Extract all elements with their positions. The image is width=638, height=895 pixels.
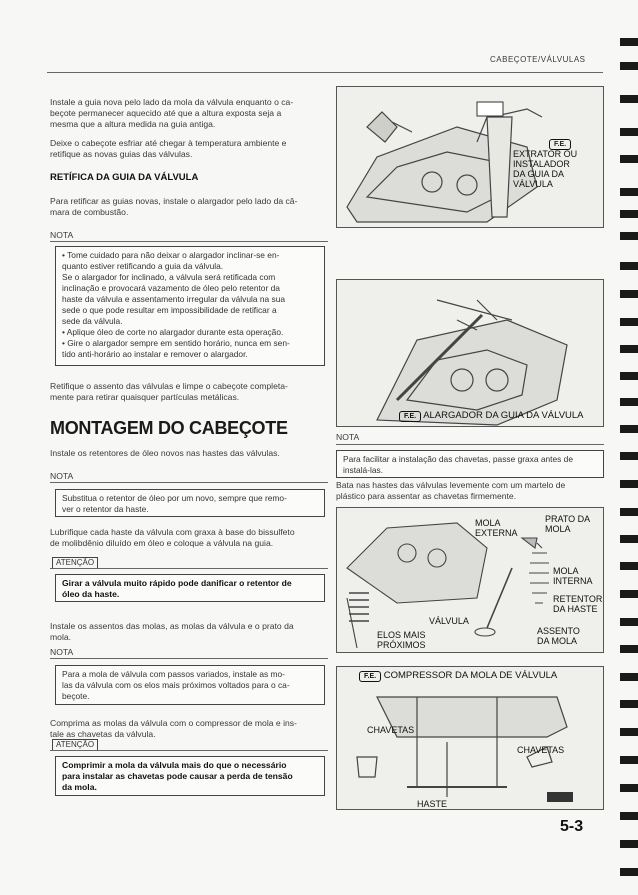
label-valvula: VÁLVULA (429, 616, 469, 626)
note-label-4: NOTA (336, 432, 360, 442)
label-chavetas-right: CHAVETAS (517, 745, 565, 755)
label-elos-proximos: ELOS MAIS PRÓXIMOS (377, 630, 426, 650)
figure-valve-springs (336, 507, 604, 653)
paragraph-ream: Para retificar as guias novas, instale o alargador pelo lado da câ- mara de combustão. (50, 196, 298, 217)
caution-label-1: ATENÇÃO (52, 557, 98, 569)
paragraph-tap-stems: Bata nas hastes das válvulas levemente com um martelo de plástico para assentar as chavetas firmemente. (336, 480, 566, 501)
note-label-3: NOTA (50, 647, 74, 657)
paragraph-cool-head: Deixe o cabeçote esfriar até chegar à temperatura ambiente e retifique as novas guias das válvulas. (50, 138, 287, 159)
label-mola-externa: MOLA EXTERNA (475, 518, 518, 538)
heading-montagem: MONTAGEM DO CABEÇOTE (50, 418, 288, 438)
note-box-3: Para a mola de válvula com passos variados, instale as mo- las da válvula com os elos mais próximos voltados para o ca- beçote. (55, 665, 325, 705)
figure-guide-installer (336, 86, 604, 228)
caution-box-2: Comprimir a mola da válvula mais do que o necessário para instalar as chavetas pode causar a perda de tensão da mola. (55, 756, 325, 796)
header-rule (47, 72, 603, 73)
label-alargador: F.E. ALARGADOR DA GUIA DA VÁLVULA (399, 411, 584, 422)
note-box-1: • Tome cuidado para não deixar o alargador inclinar-se en- quanto estiver retificando a guia da válvula. Se o alargador for inclinado, a válvula será retificada com inclinação e provocará vazamento de óleo pelo retentor da haste da válvula e assentamento irregular da válvula na sua sede o que pode resultar em impossibilidade de retificar a sede da válvula. • Aplique óleo de corte no alargador durante esta operação. • Gire o alargador sempre em sentido horário, nunca em sen- tido anti-horário ao instalar e remover o alargador. (55, 246, 325, 366)
paragraph-install-springs: Instale os assentos das molas, as molas da válvula e o prato da mola. (50, 621, 294, 642)
page-number: 5-3 (560, 818, 584, 835)
note-label-2: NOTA (50, 471, 74, 481)
paragraph-install-guide: Instale a guia nova pelo lado da mola da válvula enquanto o ca- beçote permanecer aquecido até que a altura exposta seja a mesma que a altura medida na guia antiga. (50, 97, 294, 129)
special-tool-tag-1: F.E. (549, 133, 571, 151)
figure-reamer (336, 279, 604, 427)
label-extrator: EXTRATOR OU INSTALADOR DA GUIA DA VÁLVULA (513, 149, 578, 189)
note-box-4: Para facilitar a instalação das chavetas, passe graxa antes de instalá-las. (336, 450, 604, 478)
label-haste: HASTE (417, 799, 448, 809)
caution-box-1: Girar a válvula muito rápido pode danificar o retentor de óleo da haste. (55, 574, 325, 602)
paragraph-lubricate: Lubrifique cada haste da válvula com graxa à base do bissulfeto de molibdênio diluído em óleo e coloque a válvula na guia. (50, 527, 295, 548)
paragraph-compress: Comprima as molas da válvula com o compressor de mola e ins- tale as chavetas da válvula. (50, 718, 297, 739)
paragraph-oil-seals: Instale os retentores de óleo novos nas hastes das válvulas. (50, 448, 280, 458)
compressor-illustration (337, 667, 604, 810)
special-tool-tag-4: F.E. (359, 671, 381, 682)
label-prato-mola: PRATO DA MOLA (545, 514, 590, 534)
special-tool-tag-2: F.E. (399, 411, 421, 422)
label-assento-mola: ASSENTO DA MOLA (537, 626, 580, 646)
label-retentor-haste: RETENTOR DA HASTE (553, 594, 603, 614)
figure-spring-compressor (336, 666, 604, 810)
label-compressor: F.E. COMPRESSOR DA MOLA DE VÁLVULA (359, 671, 557, 682)
paragraph-reface-seat: Retifique o assento das válvulas e limpe o cabeçote completa- mente para retirar quaisquer partículas metálicas. (50, 381, 288, 402)
heading-retifica: RETÍFICA DA GUIA DA VÁLVULA (50, 172, 199, 183)
reamer-illustration (337, 280, 604, 427)
label-mola-interna: MOLA INTERNA (553, 566, 593, 586)
label-chavetas-left: CHAVETAS (367, 725, 415, 735)
caution-label-2: ATENÇÃO (52, 739, 98, 751)
note-label-1: NOTA (50, 230, 74, 240)
note-box-2: Substitua o retentor de óleo por um novo, sempre que remo- ver o retentor da haste. (55, 489, 325, 517)
section-header: CABEÇOTE/VÁLVULAS (490, 55, 586, 64)
